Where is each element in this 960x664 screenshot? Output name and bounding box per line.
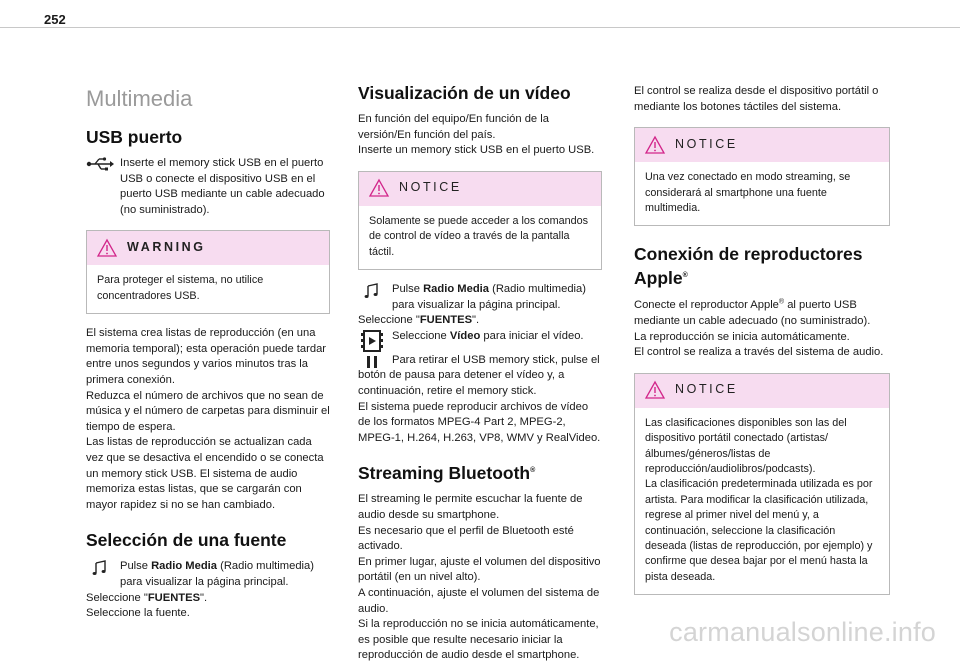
- usb-icon: [86, 157, 114, 174]
- streaming-notice-header: [635, 128, 889, 162]
- streaming-control-text: El control se realiza desde el dispositivo portátil o mediante los botones táctiles del sistema.: [634, 85, 879, 113]
- video-notice-header: [359, 172, 601, 206]
- video-notice-text: Solamente se puede acceder a los comandos de control de vídeo a través de la pantalla táctil.: [369, 214, 589, 258]
- video-step2-pre: Seleccione ": [358, 314, 420, 327]
- apple-p1-sup: ®: [778, 298, 785, 306]
- video-step1-pre: Pulse: [392, 283, 424, 295]
- video-heading: Visualización de un vídeo: [358, 83, 571, 103]
- warning-header: [87, 231, 329, 265]
- bluetooth-p4: A continuación, ajuste el volumen del sistema de audio.: [358, 586, 600, 615]
- video-step-4: [358, 353, 602, 400]
- source-heading: Selección de una fuente: [86, 530, 287, 551]
- video-icon: [358, 330, 386, 355]
- streaming-notice-title: NOTICE: [675, 136, 738, 151]
- page-number: 252: [44, 12, 66, 27]
- video-step3-post: para iniciar el vídeo.: [480, 329, 584, 342]
- apple-notice-box: [634, 373, 890, 595]
- video-step-1: [358, 282, 602, 313]
- source-step1-bold: Radio Media: [151, 560, 217, 573]
- music-note-icon: [358, 283, 386, 302]
- bluetooth-heading-sup: ®: [530, 467, 536, 475]
- video-step1-bold: Radio Media: [423, 283, 489, 295]
- warning-box: [86, 230, 330, 314]
- source-step1-post: (Radio multimedia) para visualizar la página principal.: [120, 560, 314, 588]
- apple-notice-title: NOTICE: [675, 382, 738, 397]
- apple-notice-header: [635, 374, 889, 408]
- apple-p2: La reproducción se inicia automáticamente.: [634, 330, 850, 343]
- video-step1-post: (Radio multimedia) para visualizar la página principal.: [392, 283, 586, 311]
- video-step2-post: ".: [472, 314, 480, 327]
- warning-triangle-icon: [97, 239, 117, 257]
- video-notice-box: [358, 171, 602, 270]
- video-step2-bold: FUENTES: [419, 314, 473, 327]
- usb-body-3: Las listas de reproducción se actualizan cada vez que se desactiva el encendido o se conecta un memory stick USB. El sistema de audio memoriza estas listas, que se cargarán con mayor rapidez si no se han cambiado.: [86, 436, 324, 511]
- streaming-notice-box: [634, 127, 890, 226]
- video-step4-text: Para retirar el USB memory stick, pulse el botón de pausa para detener el vídeo y, a continuación, retire el memory stick.: [358, 353, 600, 397]
- column-3: [634, 44, 890, 607]
- apple-heading-sup: ®: [682, 272, 688, 280]
- bluetooth-heading-text: Streaming Bluetooth: [358, 463, 531, 484]
- apple-notice-p2: La clasificación predeterminada utilizada es por artista. Para modificar la clasificación utilizada, regrese al primer nivel del menú y, a continuación, seleccione la clasificación deseada (listas de reproducción, por ejemplo) y confirme que desea bajar por el menú hasta la pista deseada.: [645, 478, 873, 583]
- usb-intro-text: Inserte el memory stick USB en el puerto USB o conecte el dispositivo USB en el puerto USB mediante un cable adecuado (no suministrado).: [120, 157, 325, 216]
- usb-intro: [86, 156, 330, 218]
- section-title: Multimedia: [86, 86, 193, 111]
- bluetooth-p5: Si la reproducción no se inicia automáticamente, es posible que resulte necesario iniciar la reproducción de audio desde el smartphone.: [358, 618, 599, 662]
- bluetooth-heading: [358, 462, 602, 484]
- source-step2-post: ".: [200, 591, 208, 604]
- streaming-notice-text: Una vez conectado en modo streaming, se considerará al smartphone una fuente multimedia.: [645, 171, 851, 214]
- warning-triangle-icon: [645, 381, 665, 399]
- bluetooth-p3: En primer lugar, ajuste el volumen del dispositivo portátil (en un nivel alto).: [358, 555, 601, 584]
- warning-text: Para proteger el sistema, no utilice concentradores USB.: [97, 274, 264, 302]
- apple-p3: El control se realiza a través del sistema de audio.: [634, 346, 884, 359]
- apple-notice-p1: Las clasificaciones disponibles son las del dispositivo portátil conectado (artistas/álbumes/géneros/listas de reproducción/audiolibros/podcasts).: [645, 416, 847, 475]
- video-notice-title: NOTICE: [399, 180, 462, 195]
- video-step-3: [358, 329, 602, 345]
- usb-heading: USB puerto: [86, 127, 183, 147]
- source-step-1: [86, 559, 330, 590]
- video-step3-bold: Vídeo: [449, 329, 481, 342]
- pause-icon: [358, 355, 386, 372]
- column-1: [86, 44, 330, 622]
- music-note-icon: [86, 560, 114, 579]
- header-divider: [0, 27, 960, 28]
- apple-heading-text: Conexión de reproductores Apple: [634, 244, 863, 289]
- column-2: [358, 44, 602, 664]
- watermark: carmanualsonline.info: [669, 617, 936, 647]
- apple-notice-body: [635, 408, 889, 594]
- video-intro-1: En función del equipo/En función de la versión/En función del país.: [358, 113, 549, 141]
- warning-title: WARNING: [127, 240, 206, 255]
- apple-p1-post: al puerto USB mediante un cable adecuado (no suministrado).: [634, 299, 871, 327]
- usb-body-2: Reduzca el número de archivos que no sean de música y el número de carpetas para disminuir el tiempo de espera.: [86, 389, 330, 433]
- bluetooth-p1: El streaming le permite escuchar la fuente de audio desde su smartphone.: [358, 493, 583, 521]
- video-step3-pre: Seleccione: [392, 329, 450, 342]
- usb-body-1: El sistema crea listas de reproducción (en una memoria temporal); esta operación puede tardar entre unos segundos y varios minutos tras la primera conexión.: [86, 327, 327, 386]
- source-step2-bold: FUENTES: [147, 591, 201, 604]
- video-formats: El sistema puede reproducir archivos de vídeo de los formatos MPEG-4 Part 2, MPEG-2, MPEG-1, H.264, H.263, VP8, WMV y RealVideo.: [358, 400, 601, 444]
- apple-p1-pre: Conecte el reproductor Apple: [634, 299, 779, 312]
- warning-triangle-icon: [645, 136, 665, 154]
- warning-triangle-icon: [369, 179, 389, 197]
- source-step1-pre: Pulse: [120, 560, 152, 573]
- source-step2-pre: Seleccione ": [86, 591, 148, 604]
- source-step-3: Seleccione la fuente.: [86, 607, 190, 620]
- apple-heading: [634, 242, 890, 290]
- video-intro-2: Inserte un memory stick USB en el puerto USB.: [358, 144, 595, 157]
- bluetooth-p2: Es necesario que el perfil de Bluetooth esté activado.: [358, 524, 574, 553]
